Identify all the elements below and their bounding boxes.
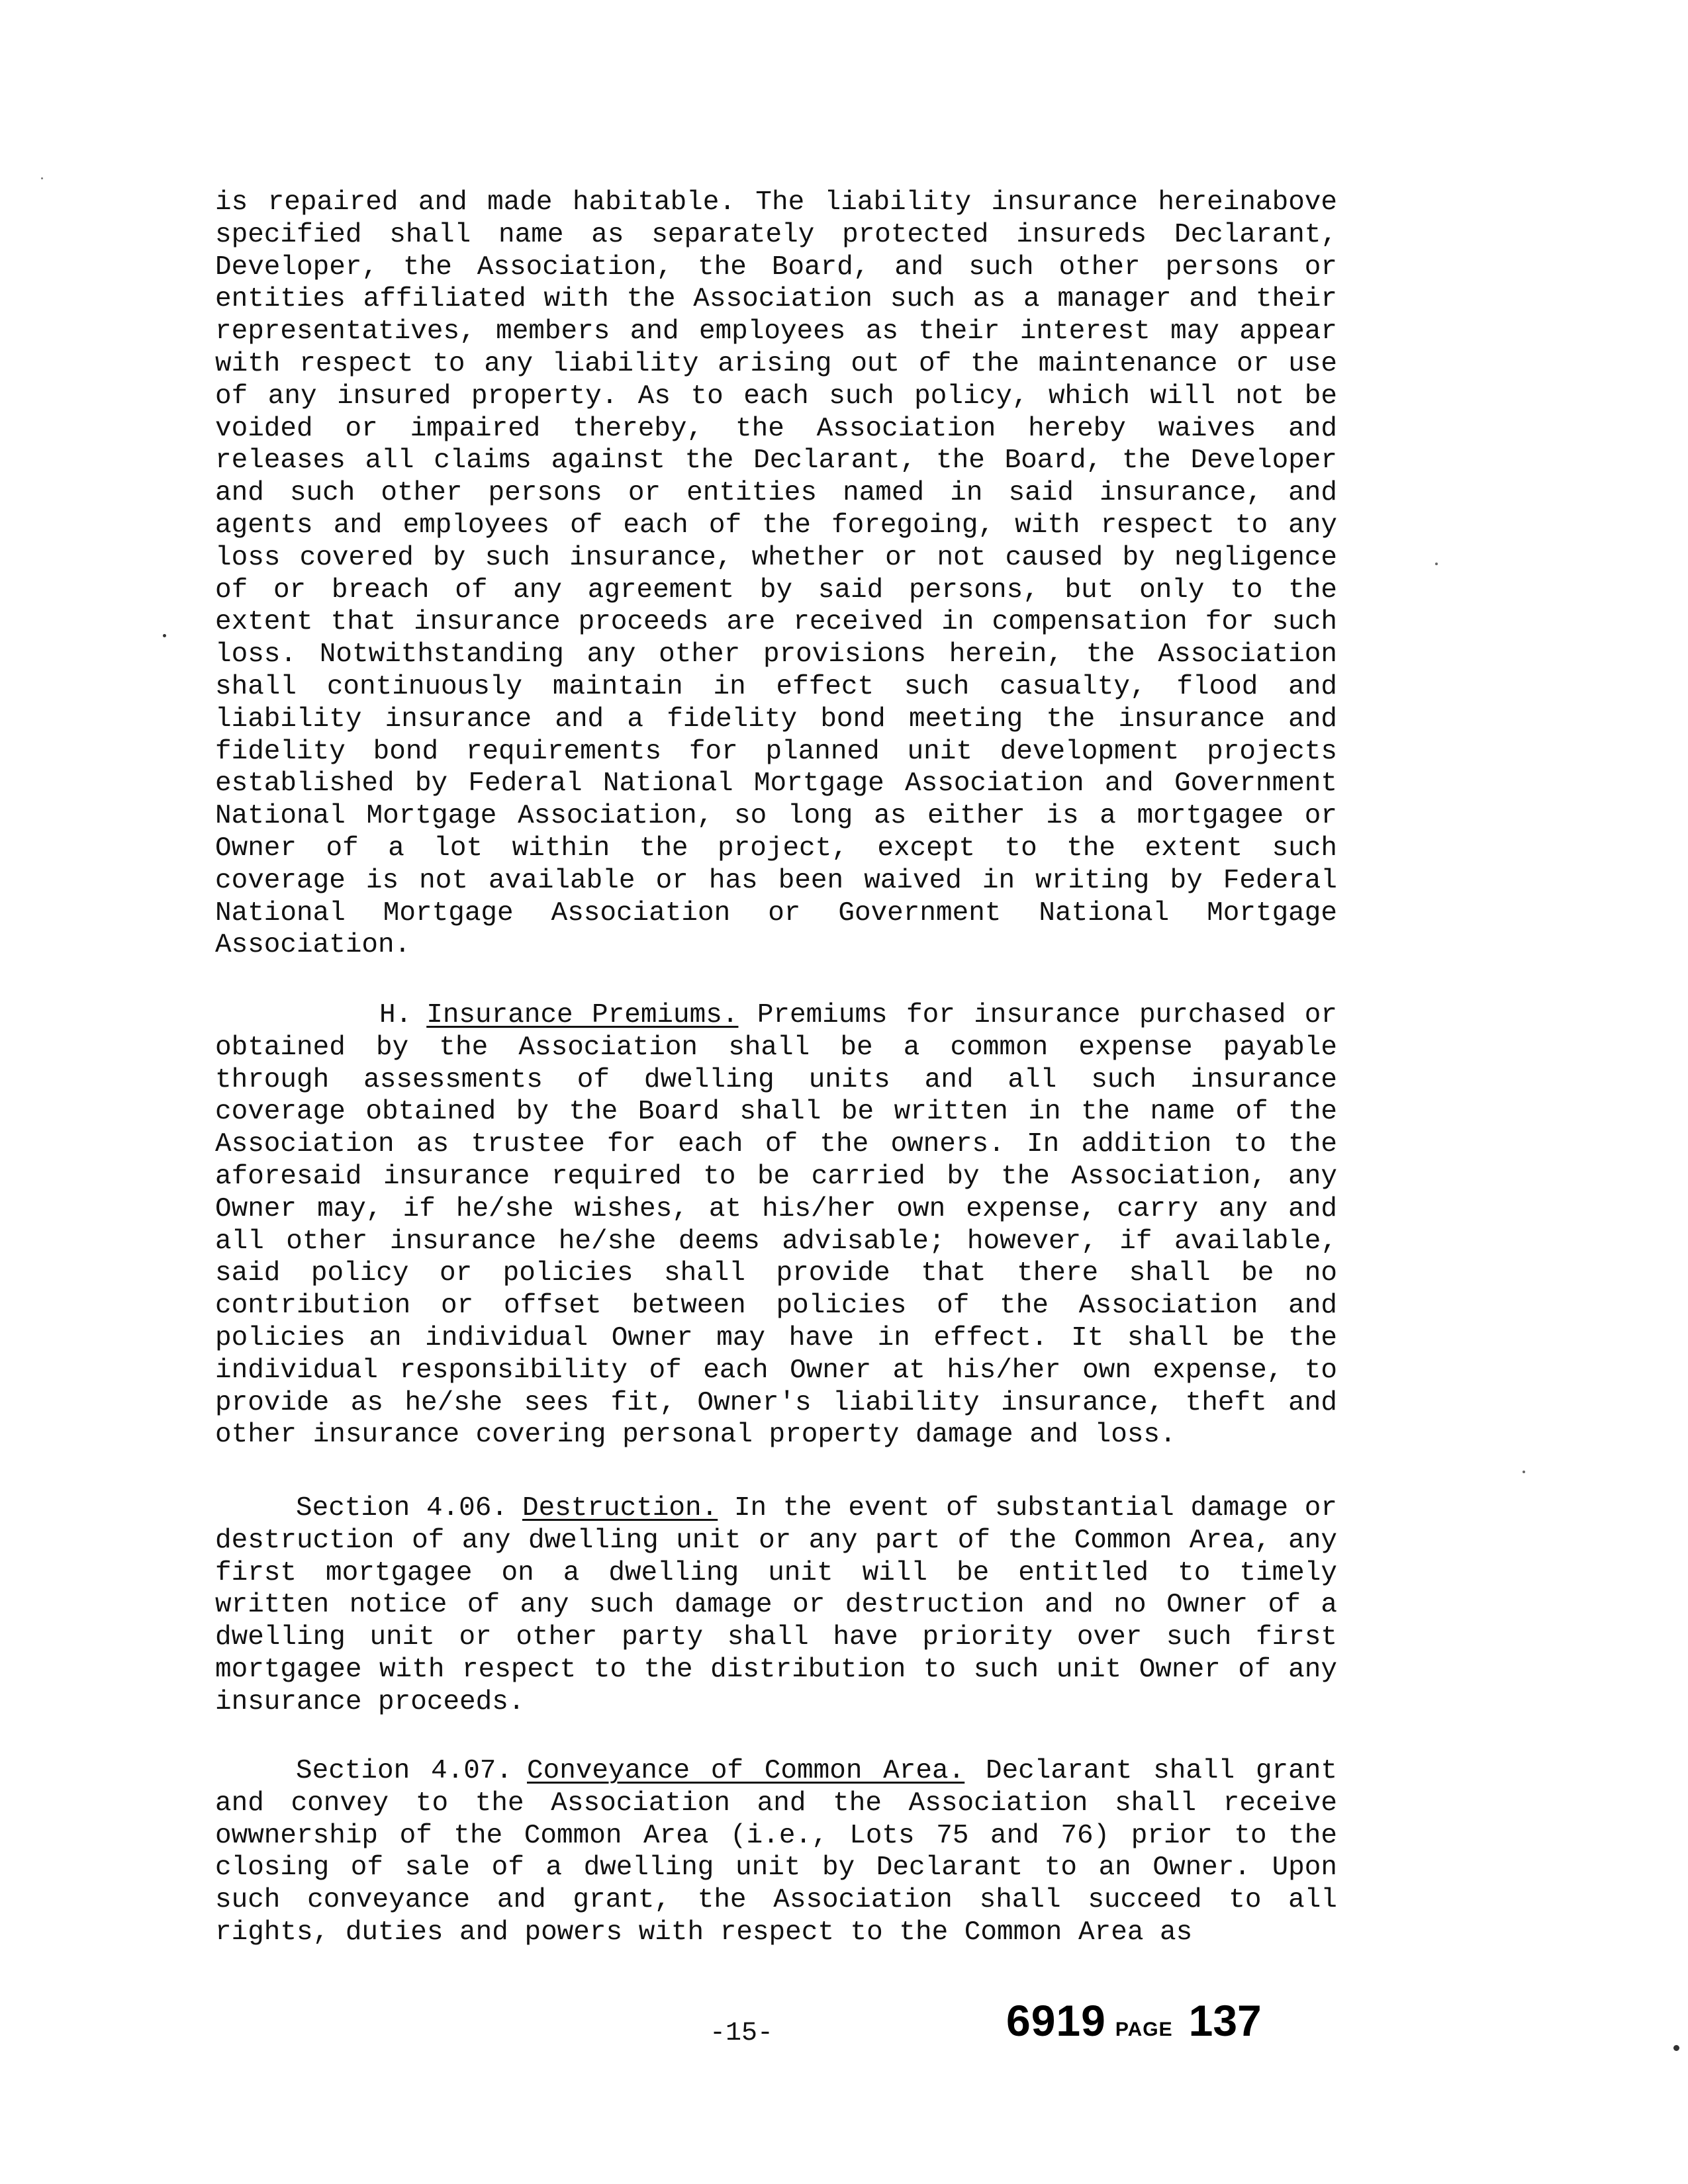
section-4-06-text: In the event of substantial damage or destruction of any dwelling unit or any part of the Common Area, any first mortgagee on a dwelling unit will be entitled to timely written notice of any such damage or destruction and no Owner of a dwelling unit or other party shall have priority over such first mortgagee with respect to the distribution to such unit Owner of any insurance proceeds. — [215, 1493, 1337, 1717]
page-word: PAGE — [1115, 2019, 1173, 2040]
section-4-07-paragraph — [215, 1755, 1337, 1949]
book-number: 6919 — [1006, 1996, 1106, 2045]
section-4-07-heading: Conveyance of Common Area. — [527, 1756, 965, 1786]
scan-speck — [1673, 2045, 1679, 2051]
section-4-06-label: Section 4.06. — [296, 1493, 508, 1524]
section-4-07-label: Section 4.07. — [296, 1756, 513, 1786]
scan-speck — [163, 634, 166, 637]
scan-speck — [1435, 563, 1438, 565]
section-4-06-heading: Destruction. — [522, 1493, 718, 1524]
section-h-text: Premiums for insurance purchased or obtained by the Association shall be a common expense payable through assessments of dwelling units and all such insurance coverage obtained by the Board shall be written in the name of the Association as trustee for each of the owners. In addition to the aforesaid insurance required to be carried by the Association, any Owner may, if he/she wishes, at his/her own expense, carry any and all other insurance he/she deems advisable; however, if available, said policy or policies shall provide that there shall be no contribution or offset between policies of the Association and policies an individual Owner may have in effect. It shall be the individual responsibility of each Owner at his/her own expense, to provide as he/she sees fit, Owner's liability insurance, theft and other insurance covering personal property damage and loss. — [215, 1000, 1337, 1451]
section-h-paragraph — [215, 999, 1337, 1451]
scan-speck — [1523, 1471, 1525, 1473]
scan-speck — [41, 177, 43, 179]
section-h-label: H. — [379, 1000, 412, 1030]
section-4-06-paragraph — [215, 1492, 1337, 1719]
book-page-stamp — [1006, 1995, 1262, 2046]
section-h-heading: Insurance Premiums. — [426, 1000, 739, 1030]
continuation-paragraph: is repaired and made habitable. The liability insurance hereinabove specified shall name as separately protected insureds Declarant, Developer, the Association, the Board, and such other persons or entities affiliated with the Association such as a manager and their representatives, members and employees as their interest may appear with respect to any liability arising out of the maintenance or use of any insured property. As to each such policy, which will not be voided or impaired thereby, the Association hereby waives and releases all claims against the Declarant, the Board, the Developer and such other persons or entities named in said insurance, and agents and employees of each of the foregoing, with respect to any loss covered by such insurance, whether or not caused by negligence of or breach of any agreement by said persons, but only to the extent that insurance proceeds are received in compensation for such loss. Notwithstanding any other provisions herein, the Association shall continuously maintain in effect such casualty, flood and liability insurance and a fidelity bond meeting the insurance and fidelity bond requirements for planned unit development projects established by Federal National Mortgage Association and Government National Mortgage Association, so long as either is a mortgagee or Owner of a lot within the project, except to the extent such coverage is not available or has been waived in writing by Federal National Mortgage Association or Government National Mortgage Association. — [215, 187, 1337, 961]
page-number: -15- — [709, 2019, 773, 2048]
section-4-07-text: Declarant shall grant and convey to the Association and the Association shall receive owwnership of the Common Area (i.e., Lots 75 and 76) prior to the closing of sale of a dwelling unit by Declarant to an Owner. Upon such conveyance and grant, the Association shall succeed to all rights, duties and powers with respect to the Common Area as — [215, 1756, 1337, 1948]
book-page-number: 137 — [1188, 1996, 1262, 2045]
